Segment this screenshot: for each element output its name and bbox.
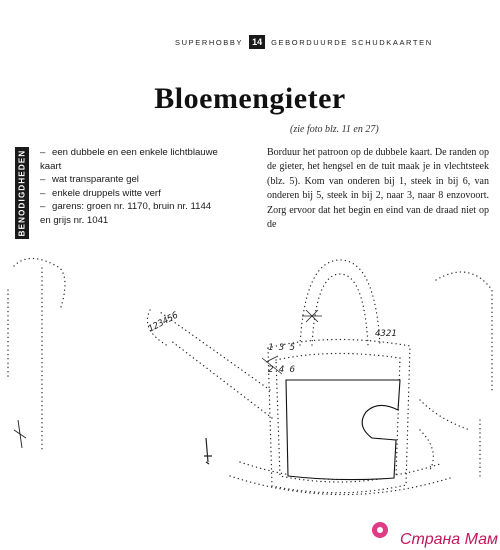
header-chapter-title: GEBORDUURDE SCHUDKAARTEN [271, 37, 433, 47]
page-number-badge: 14 [249, 35, 265, 49]
instructions-text: Borduur het patroon op de dubbele kaart. De randen op de gieter, het hengsel en de tuit maak je in vlechtsteek (blz. 5). Kom van onderen bij 1, steek in bij 6, van onderen bij 5, steek in bij 2, naar 3, naar 8 enzovoort. Zorg ervoor dat het begin en eind van de draad niet op de [267, 147, 489, 231]
materials-list [40, 146, 255, 228]
materials-heading: BENODIGDHEDEN [17, 149, 27, 237]
can-handle-inner-dots [312, 274, 368, 345]
list-item: – een dubbele en een enkele lichtblauwe [40, 146, 255, 160]
can-spout-dots [170, 340, 272, 418]
photo-reference: (zie foto blz. 11 en 27) [290, 124, 379, 135]
stitch-mark [302, 310, 322, 322]
materials-heading-tab [15, 147, 29, 239]
needle-icon [204, 438, 212, 464]
right-border-dots [436, 272, 492, 390]
stitch-mark [14, 420, 26, 448]
left-stitch-numbers-top: 1 3 5 [268, 343, 296, 353]
right-flower-dots [420, 430, 433, 470]
list-item: kaart [40, 160, 62, 172]
left-border-dots [14, 258, 65, 310]
watermark [372, 522, 498, 548]
header-book-title: SUPERHOBBY [175, 37, 244, 47]
can-spout-dots [160, 312, 270, 390]
list-item: en grijs nr. 1041 [40, 214, 109, 226]
list-item: – wat transparante gel [40, 173, 255, 187]
running-header [175, 33, 495, 51]
handle-stitch-numbers: 4321 [375, 329, 397, 339]
right-border-dots [420, 400, 470, 430]
spout-stitch-numbers: 123456 [146, 310, 181, 335]
can-label-panel [286, 380, 400, 480]
list-item: – enkele druppels witte verf [40, 187, 255, 201]
left-stitch-numbers-bottom: 2 4 6 [268, 365, 296, 375]
watermark-text: Страна Мам [400, 531, 499, 548]
can-handle-dots [300, 260, 380, 345]
list-item: – garens: groen nr. 1170, bruin nr. 1144 [40, 200, 255, 214]
embroidery-pattern [0, 250, 500, 550]
page-title: Bloemengieter [154, 82, 346, 115]
